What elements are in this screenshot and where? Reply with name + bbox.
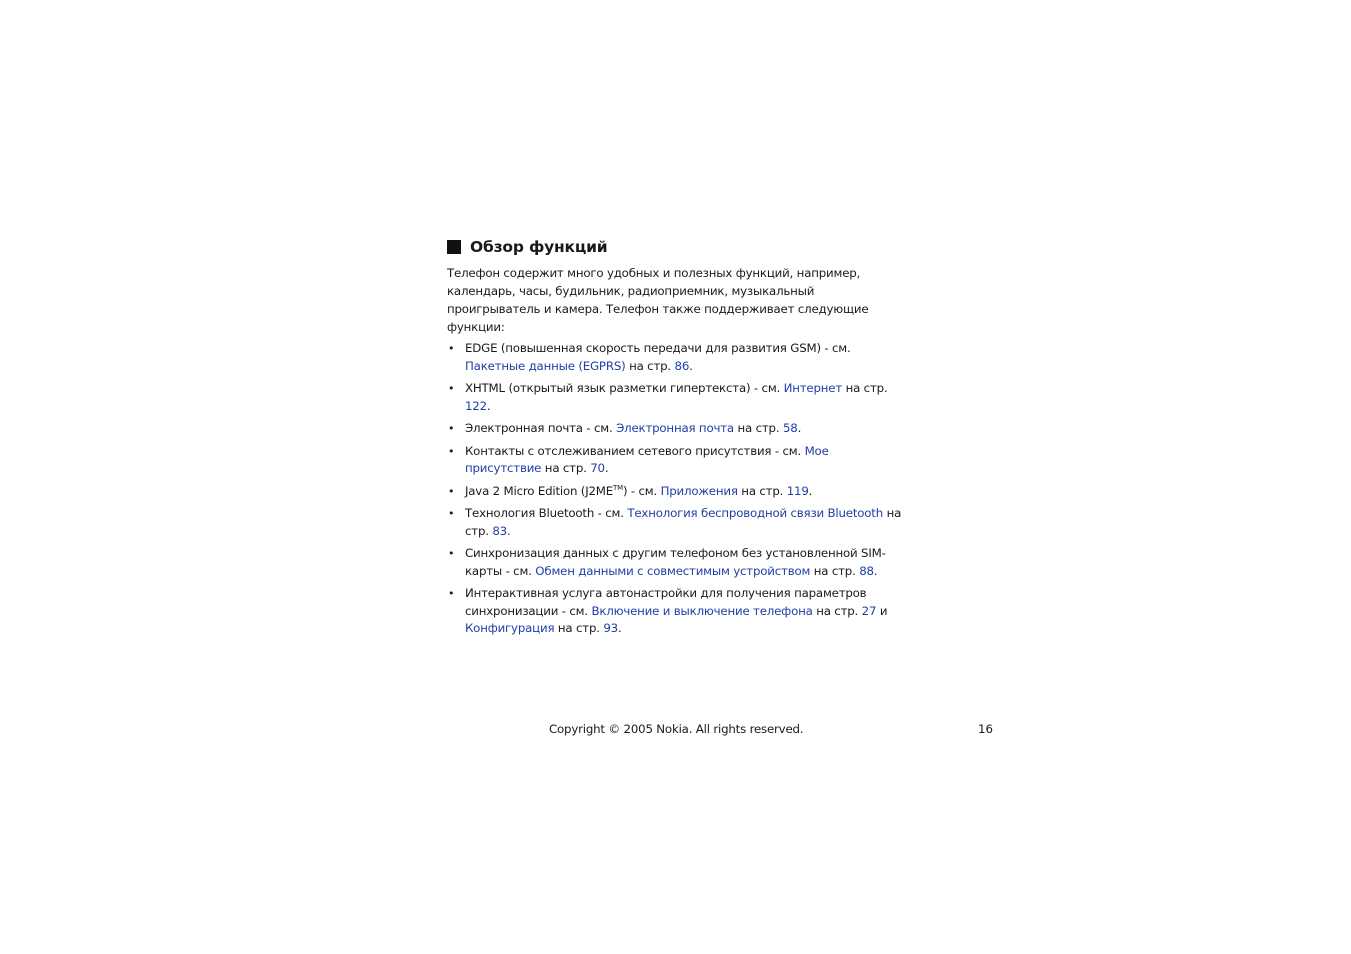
page-link[interactable]: 93: [603, 621, 618, 635]
item-text: на стр.: [842, 381, 888, 395]
footer-copyright: Copyright © 2005 Nokia. All rights reserved.: [549, 722, 804, 736]
item-text: .: [617, 621, 622, 635]
page-number: 16: [978, 722, 994, 736]
list-item: [447, 380, 907, 415]
list-item: [447, 505, 907, 540]
cross-reference-link[interactable]: Интернет: [783, 381, 843, 395]
bullet-icon: •: [448, 587, 455, 600]
cross-reference-link[interactable]: Приложения: [660, 483, 738, 498]
item-text: Интерактивная услуга автонастройки для получения параметров синхронизации - см.: [465, 586, 867, 618]
item-text: .: [506, 523, 511, 538]
bullet-icon: •: [448, 507, 455, 520]
item-text: Технология Bluetooth - см.: [465, 506, 628, 520]
cross-reference-link[interactable]: Конфигурация: [465, 621, 555, 635]
item-text: .: [689, 358, 693, 373]
item-text: на стр.: [737, 483, 787, 498]
page-link[interactable]: 70: [590, 461, 605, 475]
item-text: на стр.: [810, 563, 860, 578]
item-text: XHTML (открытый язык разметки гипертекста) - см.: [465, 381, 784, 395]
item-text: на стр.: [465, 506, 902, 538]
item-text: Контакты с отслеживанием сетевого присутствия - см.: [465, 443, 805, 458]
list-item: [447, 443, 907, 478]
item-text: .: [873, 563, 878, 578]
square-bullet-icon: [447, 240, 461, 254]
section-heading: [447, 236, 907, 258]
cross-reference-link[interactable]: Обмен данными с совместимым устройством: [535, 563, 811, 578]
item-text: Синхронизация данных с другим телефоном без установленной SIM-карты - см.: [465, 546, 886, 578]
intro-paragraph: Телефон содержит много удобных и полезных функций, например, календарь, часы, будильник, радиоприемник, музыкальный проигрыватель и камера. Телефон также поддерживает следующие функции:: [447, 266, 869, 334]
item-text: и: [876, 603, 888, 618]
page-link[interactable]: 88: [859, 563, 874, 578]
bullet-icon: •: [448, 382, 455, 395]
bullet-icon: •: [448, 422, 455, 435]
item-text: на стр.: [554, 621, 604, 635]
feature-list: [447, 340, 907, 638]
bullet-icon: •: [448, 484, 455, 498]
page-link[interactable]: 119: [786, 483, 809, 498]
trademark-mark: TM: [613, 483, 623, 492]
item-text: на стр.: [625, 358, 675, 373]
item-text: на стр.: [733, 421, 783, 435]
page-link[interactable]: 27: [861, 603, 877, 618]
section-title: Обзор функций: [470, 238, 608, 256]
cross-reference-link[interactable]: Включение и выключение телефона: [591, 603, 813, 618]
document-content: [447, 236, 907, 643]
list-item: [447, 585, 907, 638]
item-text: на стр.: [812, 603, 862, 618]
item-text: EDGE (повышенная скорость передачи для развития GSM) - см.: [465, 341, 851, 355]
item-text: Электронная почта - см.: [465, 421, 617, 435]
bullet-icon: •: [448, 547, 455, 560]
page-link[interactable]: 83: [492, 523, 507, 538]
item-text: на стр.: [541, 461, 591, 475]
list-item: [447, 420, 907, 438]
page-link[interactable]: 122: [465, 398, 487, 413]
list-item: [447, 340, 907, 375]
item-text: ) - см.: [622, 483, 661, 498]
list-item: [447, 545, 907, 580]
list-item: [447, 483, 907, 501]
item-text: .: [486, 398, 491, 413]
item-text: .: [808, 483, 813, 498]
item-text: .: [797, 421, 802, 435]
bullet-icon: •: [448, 342, 455, 355]
item-text: .: [604, 461, 609, 475]
cross-reference-link[interactable]: Электронная почта: [616, 421, 734, 435]
item-text: Java 2 Micro Edition (J2ME: [465, 483, 614, 498]
page-link[interactable]: 86: [674, 358, 690, 373]
page-link[interactable]: 58: [782, 421, 798, 435]
bullet-icon: •: [448, 444, 455, 458]
cross-reference-link[interactable]: Пакетные данные (EGPRS): [465, 358, 626, 373]
cross-reference-link[interactable]: Технология беспроводной связи Bluetooth: [627, 506, 884, 520]
cross-reference-link[interactable]: Мое присутствие: [465, 443, 829, 475]
